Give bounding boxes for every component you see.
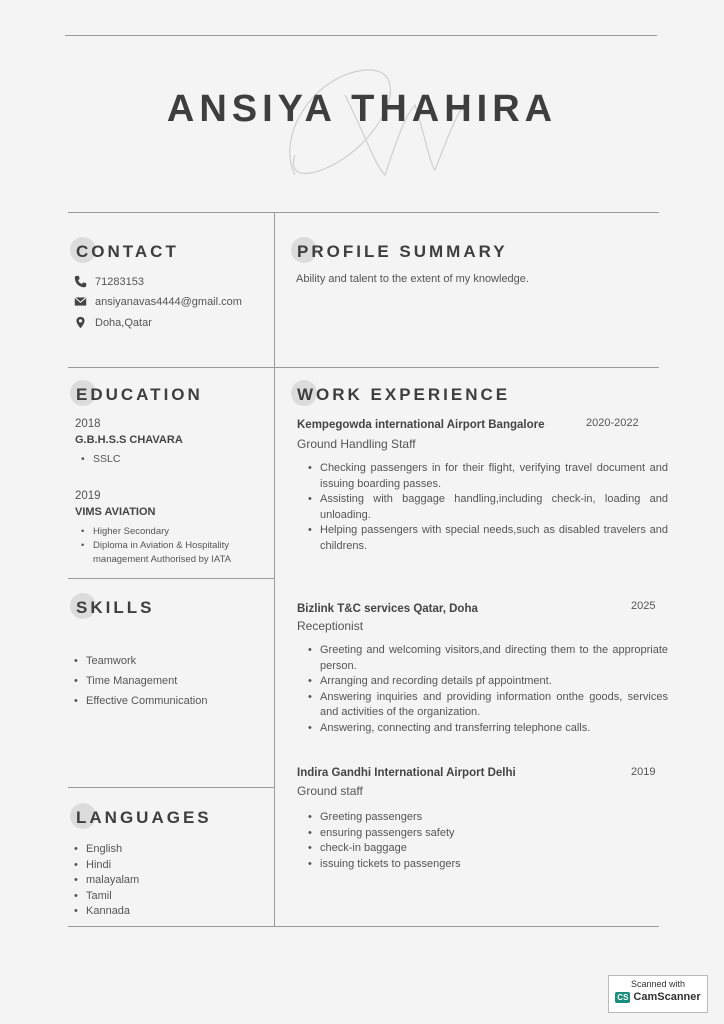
column-divider <box>274 212 275 927</box>
list-item: • Kannada <box>78 904 139 920</box>
list-item: • SSLC <box>85 453 265 465</box>
scanned-with-text: Scanned with <box>630 979 686 989</box>
list-item: • Time Management <box>78 671 207 691</box>
location-pin-icon <box>74 316 87 329</box>
list-item: • English <box>78 842 139 858</box>
list-item: • Helping passengers with special needs,such as disabled travelers and childrens. <box>312 523 668 554</box>
header-divider <box>68 212 659 213</box>
contact-heading: CONTACT <box>76 242 179 262</box>
languages-list <box>68 842 139 920</box>
list-item: • issuing tickets to passengers <box>312 857 668 873</box>
left-divider-skills <box>68 787 274 788</box>
job-role: Ground staff <box>297 784 363 798</box>
list-item: • Effective Communication <box>78 691 207 711</box>
list-item: • Answering inquiries and providing information onthe goods, services and activities of the organization. <box>312 690 668 721</box>
list-item: • check-in baggage <box>312 841 668 857</box>
list-item: • Greeting and welcoming visitors,and directing them to the appropriate person. <box>312 643 668 674</box>
camscanner-logo-icon: CS <box>617 992 629 1002</box>
job-role: Receptionist <box>297 619 364 633</box>
education-entry-1 <box>75 418 265 465</box>
job-company: Indira Gandhi International Airport Delhi <box>297 767 516 779</box>
job-duties <box>302 810 668 872</box>
list-item: • Answering, connecting and transferring telephone calls. <box>312 721 668 737</box>
job-years: 2025 <box>631 600 656 612</box>
skills-list <box>68 651 207 711</box>
job-role: Ground Handling Staff <box>297 437 416 451</box>
contact-phone <box>74 275 144 288</box>
job-years: 2019 <box>631 766 656 778</box>
camscanner-brand: CamScanner <box>633 991 701 1003</box>
list-item: • Tamil <box>78 889 139 905</box>
list-item: • Greeting passengers <box>312 810 668 826</box>
bottom-divider <box>68 926 659 927</box>
email-text: ansiyanavas4444@gmail.com <box>95 295 242 308</box>
education-year: 2018 <box>75 418 101 430</box>
list-item: • ensuring passengers safety <box>312 826 668 842</box>
list-item: • Diploma in Aviation & Hospitality management Authorised by IATA <box>85 539 265 567</box>
education-school: G.B.H.S.S CHAVARA <box>75 434 183 446</box>
list-item: • Arranging and recording details pf appointment. <box>312 674 668 690</box>
list-item: • Hindi <box>78 858 139 874</box>
contact-email <box>74 295 242 308</box>
education-entry-2 <box>75 490 265 567</box>
location-text: Doha,Qatar <box>95 316 152 329</box>
languages-heading: LANGUAGES <box>76 808 212 828</box>
camscanner-badge <box>608 975 708 1013</box>
top-divider <box>65 35 657 36</box>
job-duties <box>302 643 668 736</box>
envelope-icon <box>74 295 87 308</box>
job-duties <box>302 461 668 554</box>
profile-text: Ability and talent to the extent of my knowledge. <box>296 273 529 285</box>
list-item: • malayalam <box>78 873 139 889</box>
job-company: Kempegowda international Airport Bangalore <box>297 419 545 431</box>
education-year: 2019 <box>75 490 101 502</box>
list-item: • Higher Secondary <box>85 525 265 539</box>
contact-location <box>74 316 152 329</box>
work-heading: WORK EXPERIENCE <box>297 385 510 405</box>
list-item: • Teamwork <box>78 651 207 671</box>
list-item: • Assisting with baggage handling,including check-in, loading and unloading. <box>312 492 668 523</box>
job-company: Bizlink T&C services Qatar, Doha <box>297 603 478 615</box>
candidate-name: ANSIYA THAHIRA <box>166 88 558 130</box>
left-divider-education <box>68 578 274 579</box>
education-heading: EDUCATION <box>76 385 203 405</box>
skills-heading: SKILLS <box>76 598 154 618</box>
phone-text: 71283153 <box>95 275 144 288</box>
list-item: • Checking passengers in for their flight, verifying travel document and issuing boarding passes. <box>312 461 668 492</box>
education-school: VIMS AVIATION <box>75 506 156 518</box>
row-divider-1 <box>68 367 659 368</box>
job-years: 2020-2022 <box>586 417 639 429</box>
phone-icon <box>74 275 87 288</box>
profile-heading: PROFILE SUMMARY <box>297 242 508 262</box>
